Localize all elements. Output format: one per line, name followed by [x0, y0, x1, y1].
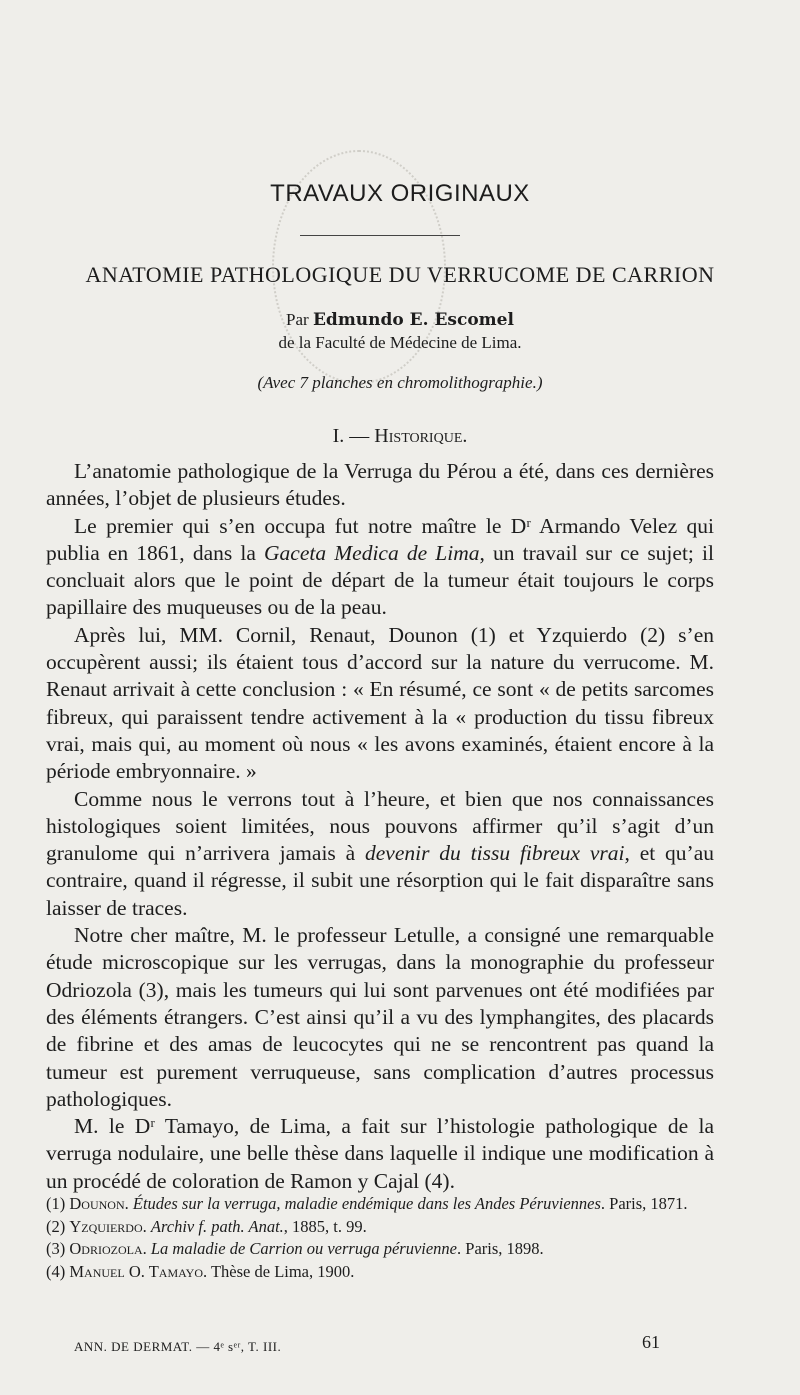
section-heading [0, 425, 800, 448]
plates-note: (Avec 7 planches en chromolithographie.) [257, 373, 543, 392]
paragraph: L’anatomie pathologique de la Verruga du Pérou a été, dans ces dernières années, l’objet de plusieurs études. [46, 459, 714, 511]
page-number: 61 [642, 1332, 660, 1352]
paragraph: Notre cher maître, M. le professeur Letulle, a consigné une remarquable étude microscopique sur les verrugas, dans la monographie du professeur Odriozola (3), mais les tumeurs qui lui sont parvenues ont été modifiées par des éléments étrangers. C’est ainsi qu’il a vu des lymphangites, des placards de fibrine et des amas de leucocytes qui ne se rencontrent pas quand la tumeur est purement verruqueuse, sans complication d’autres processus pathologiques. [46, 923, 714, 1111]
footnote: (2) Yzquierdo. Archiv f. path. Anat., 1885, t. 99. [46, 1216, 367, 1236]
footnote-title: Archiv f. path. Anat. [150, 1216, 284, 1236]
footnote-author: Manuel O. Tamayo [69, 1261, 204, 1281]
paragraph: Le premier qui s’en occupa fut notre maître le Dʳ Armando Velez qui publia en 1861, dans la Gaceta Medica de Lima, un travail sur ce sujet; il concluait alors que le point de départ de la tumeur était toujours le corps papillaire des muqueuses ou de la peau. [46, 513, 714, 620]
footnote-title: Études sur la verruga, maladie endémique dans les Andes Péruviennes [132, 1194, 601, 1213]
body-text [46, 458, 714, 1195]
paragraph: M. le Dʳ Tamayo, de Lima, a fait sur l’histologie pathologique de la verruga nodulaire, une belle thèse dans laquelle il indique une modification à un procédé de coloration de Ramon y Cajal (4). [46, 1114, 714, 1193]
footnotes [46, 1193, 714, 1283]
emphasis: devenir du tissu fibreux vrai [365, 841, 625, 866]
author-name: Edmundo E. Escomel [312, 310, 514, 330]
affiliation: de la Faculté de Médecine de Lima. [278, 333, 522, 352]
section-number: I. — [332, 425, 375, 447]
footnote-title: La maladie de Carrion ou verruga péruvienne [150, 1239, 458, 1258]
article-title: ANATOMIE PATHOLOGIQUE DU VERRUCOME DE CARRION [85, 262, 715, 287]
journal-title: Gaceta Medica de Lima [264, 540, 480, 565]
footnote: (4) Manuel O. Tamayo. Thèse de Lima, 1900. [46, 1261, 355, 1281]
footnote-author: Odriozola [69, 1239, 143, 1258]
footer-journal: ANN. DE DERMAT. — 4ᵉ sᵉʳ, T. III. [74, 1339, 282, 1354]
footnote: (3) Odriozola. La maladie de Carrion ou verruga péruvienne. Paris, 1898. [46, 1239, 544, 1258]
paragraph: Comme nous le verrons tout à l’heure, et bien que nos connaissances histologiques soient limitées, nous pouvons affirmer qu’il s’agit d’un granulome qui n’arrivera jamais à devenir du tissu fibreux vrai, et qu’au contraire, quand il régresse, il subit une résorption qui le fait disparaître sans laisser de traces. [46, 786, 714, 920]
header-rule [300, 235, 460, 236]
byline [0, 310, 800, 330]
footnote-author: Yzquierdo [69, 1216, 143, 1236]
section-header: TRAVAUX ORIGINAUX [270, 180, 530, 207]
footnote-author: Dounon [69, 1194, 125, 1213]
byline-prefix: Par [286, 310, 313, 329]
section-title: Historique. [374, 425, 468, 447]
footnote: (1) Dounon. Études sur la verruga, maladie endémique dans les Andes Péruviennes. Paris, 1871. [46, 1194, 688, 1213]
paragraph: Après lui, MM. Cornil, Renaut, Dounon (1) et Yzquierdo (2) s’en occupèrent aussi; ils étaient tous d’accord sur la nature du verrucome. M. Renaut arrivait à cette conclusion : « En résumé, ce sont « de petits sarcomes fibreux, qui paraissent tendre activement à la « production du tissu fibreux vrai, mais qui, au moment où nous « les avons examinés, étaient encore à la période embryonnaire. » [46, 622, 714, 784]
